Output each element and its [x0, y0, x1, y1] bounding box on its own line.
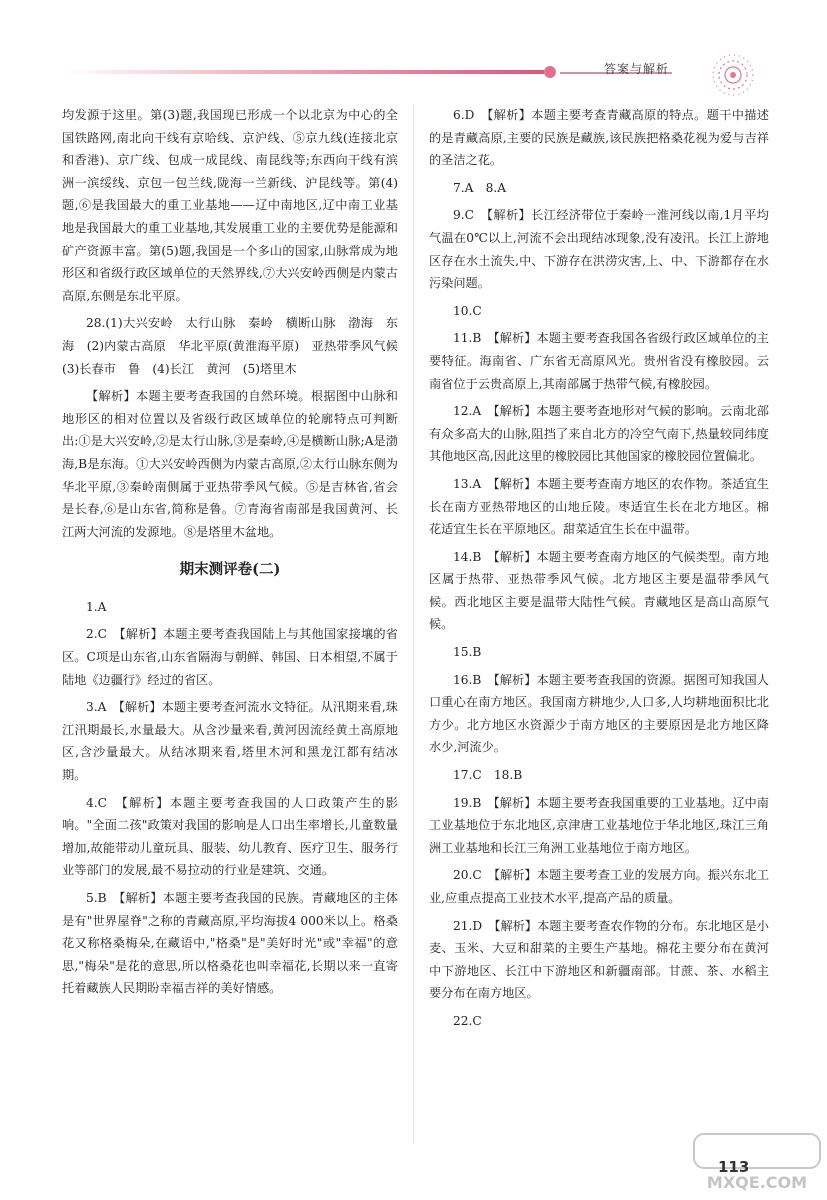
- answer-item: 17.C 18.B: [453, 768, 523, 783]
- watermark-logo-icon: [692, 1130, 822, 1196]
- left-column: [62, 104, 411, 1005]
- answer-item: 9.C 【解析】长江经济带位于秦岭一淮河线以南,1月平均气温在0℃以上,河流不会出现结冰现象,没有凌汛。长江上游地区存在水土流失,中、下游存在洪涝灾害,上、中、下游都存在水污染问题。: [429, 208, 769, 291]
- answer-item: 10.C: [453, 303, 482, 318]
- answer-item: 16.B 【解析】本题主要考查我国的资源。据图可知我国人口重心在南方地区。我国南方耕地少,人口多,人均耕地面积比北方少。北方地区水资源少于南方地区的主要原因是北方地区降水少,河流少。: [429, 672, 769, 755]
- answer-item: 22.C: [453, 1013, 482, 1028]
- answer-item: 11.B 【解析】本题主要考查我国各省级行政区域单位的主要特征。海南省、广东省无高原风光。贵州省没有橡胶园。云南省位于云贵高原上,其南部属于热带气候,有橡胶园。: [429, 331, 769, 391]
- answer-item: 7.A 8.A: [453, 180, 507, 195]
- answer-item: 14.B 【解析】本题主要考查南方地区的气候类型。南方地区属于热带、亚热带季风气候。北方地区主要是温带季风气候。西北地区主要是温带大陆性气候。青藏地区是高山高原气候。: [429, 549, 769, 632]
- header-rule: [64, 70, 544, 74]
- answer-item: 6.D 【解析】本题主要考查青藏高原的特点。题干中描述的是青藏高原,主要的民族是藏族,该民族把格桑花视为爱与吉祥的圣洁之花。: [429, 108, 769, 168]
- answer-item: 19.B 【解析】本题主要考查我国重要的工业基地。辽中南工业基地位于东北地区,京津唐工业基地位于华北地区,珠江三角洲工业基地和长江三角洲工业基地位于南方地区。: [429, 795, 769, 855]
- column-divider: [413, 104, 414, 1144]
- answer-item: 21.D 【解析】本题主要考查农作物的分布。东北地区是小麦、玉米、大豆和甜菜的主要生产基地。棉花主要分布在黄河中下游地区、长江中下游地区和新疆南部。甘蔗、茶、水稻主要分布在南方地区。: [429, 918, 769, 1001]
- header-title: 答案与解析: [604, 62, 670, 76]
- header-dot: [544, 66, 556, 78]
- answer-item: 3.A 【解析】本题主要考查河流水文特征。从汛期来看,珠江汛期最长,水量最大。从含沙量来看,黄河因流经黄土高原地区,含沙量最大。从结冰期来看,塔里木河和黑龙江都有结冰期。: [62, 700, 398, 783]
- watermark-text: MXQE.COM: [706, 1173, 808, 1192]
- answer-item: 1.A: [86, 599, 107, 614]
- page-number: 113: [718, 1158, 750, 1176]
- answer-item: 12.A 【解析】本题主要考查地形对气候的影响。云南北部有众多高大的山脉,阻挡了来自北方的冷空气南下,热量较同纬度其他地区高,因此这里的橡胶园比其他国家的橡胶园位置偏北。: [429, 404, 769, 464]
- answer-item: 4.C 【解析】本题主要考查我国的人口政策产生的影响。"全面二孩"政策对我国的影响是人口出生率增长,儿童数量增加,故能带动儿童玩具、服装、幼儿教育、医疗卫生、服务行业等部门的发展,最不易拉动的行业是建筑、交通。: [62, 795, 398, 878]
- answer-28: 28.(1)大兴安岭 太行山脉 秦岭 横断山脉 渤海 东海 (2)内蒙古高原 华北平原(黄淮海平原) 亚热带季风气候 (3)长春市 鲁 (4)长江 黄河 (5)塔里木: [62, 316, 411, 376]
- section-title: 期末测评卷(二): [179, 561, 281, 579]
- answer-item: 2.C 【解析】本题主要考查我国陆上与其他国家接壤的省区。C项是山东省,山东省隔海与朝鲜、韩国、日本相望,不属于陆地《边疆行》经过的省区。: [62, 627, 398, 687]
- answer-item: 5.B 【解析】本题主要考查我国的民族。青藏地区的主体是有"世界屋脊"之称的青藏高原,平均海拔4 000米以上。格桑花又称格桑梅朵,在藏语中,"格桑"是"美好时光"或"幸福"的意思,"梅朵"是花的意思,所以格桑花也叫幸福花,长期以来一直寄托着藏族人民期盼幸福吉祥的美好情感。: [62, 891, 398, 996]
- answer-item: 13.A 【解析】本题主要考查南方地区的农作物。茶适宜生长在南方亚热带地区的山地丘陵。枣适宜生长在北方地区。棉花适宜生长在平原地区。甜菜适宜生长在中温带。: [429, 476, 769, 537]
- analysis-28: 【解析】本题主要考查我国的自然环境。根据图中山脉和地形区的相对位置以及省级行政区域单位的轮廓特点可判断出:①是大兴安岭,②是太行山脉,③是秦岭,④是横断山脉;A是渤海,B是东海。①大兴安岭西侧为内蒙古高原,②太行山脉东侧为华北平原,③秦岭南侧属于亚热带季风气候。⑤是吉林省,省会是长春,⑥是山东省,简称是鲁。⑦青海省南部是我国黄河、长江两大河流的发源地。⑧是塔里木盆地。: [62, 389, 398, 539]
- answer-item: 15.B: [453, 645, 482, 660]
- flower-emblem-icon: [710, 52, 756, 98]
- answer-item: 20.C 【解析】本题主要考查工业的发展方向。振兴东北工业,应重点提高工业技术水平,提高产品的质量。: [429, 868, 769, 905]
- paragraph: 均发源于这里。第(3)题,我国现已形成一个以北京为中心的全国铁路网,南北向干线有京哈线、京沪线、⑤京九线(连接北京和香港)、京广线、包成一成昆线、南昆线等;东西向干线有滨洲一滨绥线、京包一包兰线,陇海一兰新线、沪昆线等。第(4)题,⑥是我国最大的重工业基地——辽中南地区,辽中南工业基地是我国最大的重工业基地,其发展重工业的主要优势是能源和矿产资源丰富。第(5)题,我国是一个多山的国家,山脉常成为地形区和省级行政区域单位的天然界线,⑦大兴安岭西侧是内蒙古高原,东侧是东北平原。: [62, 108, 398, 303]
- right-column: [429, 104, 769, 1038]
